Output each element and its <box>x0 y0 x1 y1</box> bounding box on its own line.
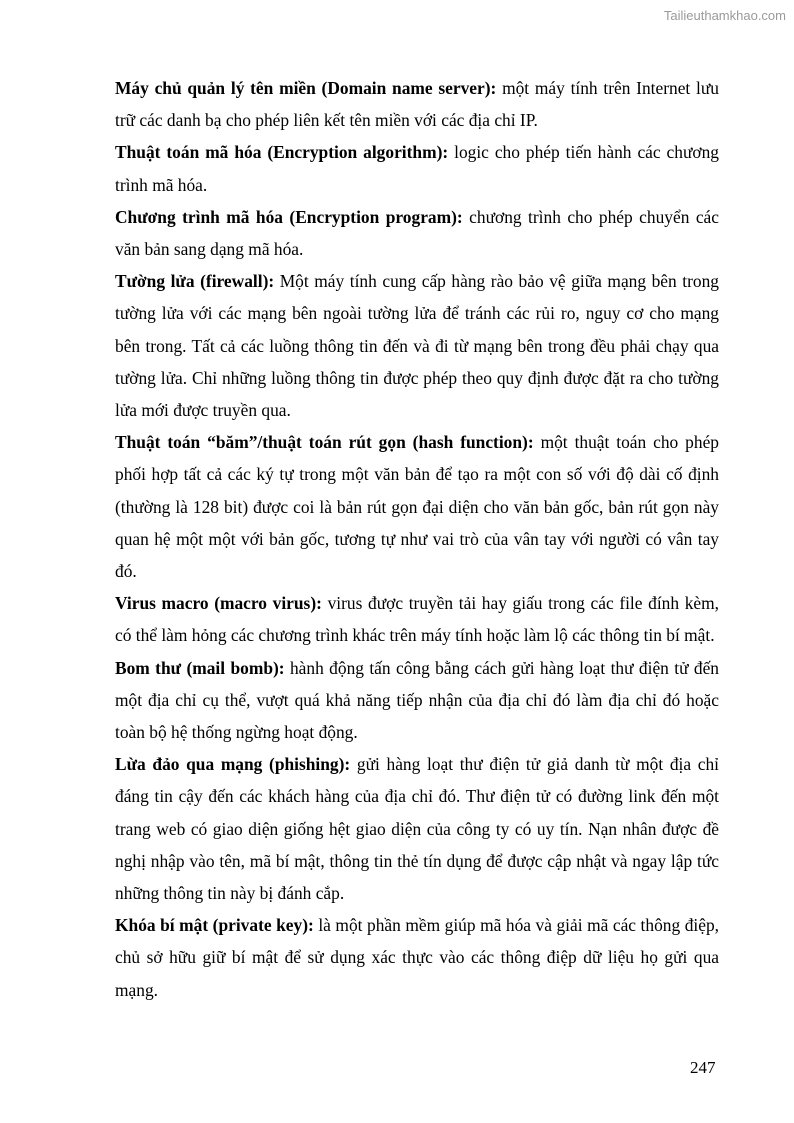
glossary-term: Khóa bí mật (private key): <box>115 915 314 936</box>
glossary-entry-mail-bomb <box>115 652 719 749</box>
glossary-definition: gửi hàng loạt thư điện tử giả danh từ một địa chỉ đáng tin cậy đến các khách hàng của địa chỉ đó. Thư điện tử có đường link đến một trang web có giao diện giống hệt giao diện của công ty có uy tín. Nạn nhân được đề nghị nhập vào tên, mã bí mật, thông tin thẻ tín dụng để được cập nhật và ngay lập tức những thông tin này bị đánh cắp. <box>115 754 719 904</box>
glossary-term: Lừa đảo qua mạng (phishing): <box>115 754 351 775</box>
glossary-term: Thuật toán mã hóa (Encryption algorithm): <box>115 142 449 163</box>
glossary-definition: Một máy tính cung cấp hàng rào bảo vệ giữa mạng bên trong tường lửa với các mạng bên ngoài tường lửa để tránh các rủi ro, nguy cơ cho mạng bên trong. Tất cả các luồng thông tin đến và đi từ mạng bên trong đều phải chạy qua tường lửa. Chỉ những luồng thông tin được phép theo quy định được đặt ra cho tường lửa mới được truyền qua. <box>115 271 719 421</box>
glossary-term: Tường lửa (firewall): <box>115 271 275 292</box>
page-number: 247 <box>690 1058 716 1077</box>
glossary-definition: là một phần mềm giúp mã hóa và giải mã các thông điệp, chủ sở hữu giữ bí mật để sử dụng xác thực vào các thông điệp dữ liệu họ gửi qua mạng. <box>115 915 719 1000</box>
glossary-entry-domain-name-server <box>115 72 719 136</box>
glossary-term: Chương trình mã hóa (Encryption program): <box>115 206 463 227</box>
glossary-entry-encryption-algorithm <box>115 136 719 200</box>
watermark: Tailieuthamkhao.com <box>663 8 786 23</box>
glossary-entry-phishing <box>115 748 719 909</box>
glossary-entry-firewall <box>115 265 719 426</box>
glossary-definition: virus được truyền tải hay giấu trong các file đính kèm, có thể làm hỏng các chương trình khác trên máy tính hoặc làm lộ các thông tin bí mật. <box>115 593 719 646</box>
glossary-definition: một máy tính trên Internet lưu trữ các danh bạ cho phép liên kết tên miền với các địa chỉ IP. <box>115 78 719 131</box>
glossary-term: Thuật toán “băm”/thuật toán rút gọn (hash function): <box>115 432 534 453</box>
glossary-entry-private-key <box>115 909 719 1006</box>
glossary-entry-macro-virus <box>115 587 719 651</box>
glossary <box>115 72 719 1006</box>
glossary-definition: chương trình cho phép chuyển các văn bản sang dạng mã hóa. <box>115 206 719 260</box>
glossary-term: Bom thư (mail bomb): <box>115 657 285 678</box>
glossary-term: Máy chủ quản lý tên miền (Domain name server): <box>115 78 497 98</box>
glossary-entry-encryption-program <box>115 201 719 265</box>
glossary-definition: hành động tấn công bằng cách gửi hàng loạt thư điện tử đến một địa chỉ cụ thể, vượt quá khả năng tiếp nhận của địa chỉ đó làm địa chỉ đó hoặc toàn bộ hệ thống ngừng hoạt động. <box>115 657 720 743</box>
glossary-definition: một thuật toán cho phép phối hợp tất cả các ký tự trong một văn bản để tạo ra một con số với độ dài cố định (thường là 128 bit) được coi là bản rút gọn đại diện cho văn bản gốc, bản rút gọn này quan hệ một một với bản gốc, tương tự như vai trò của vân tay với người có vân tay đó. <box>115 432 719 582</box>
glossary-entry-hash-function <box>115 426 719 587</box>
glossary-term: Virus macro (macro virus): <box>115 593 322 614</box>
glossary-definition: logic cho phép tiến hành các chương trình mã hóa. <box>115 142 719 195</box>
